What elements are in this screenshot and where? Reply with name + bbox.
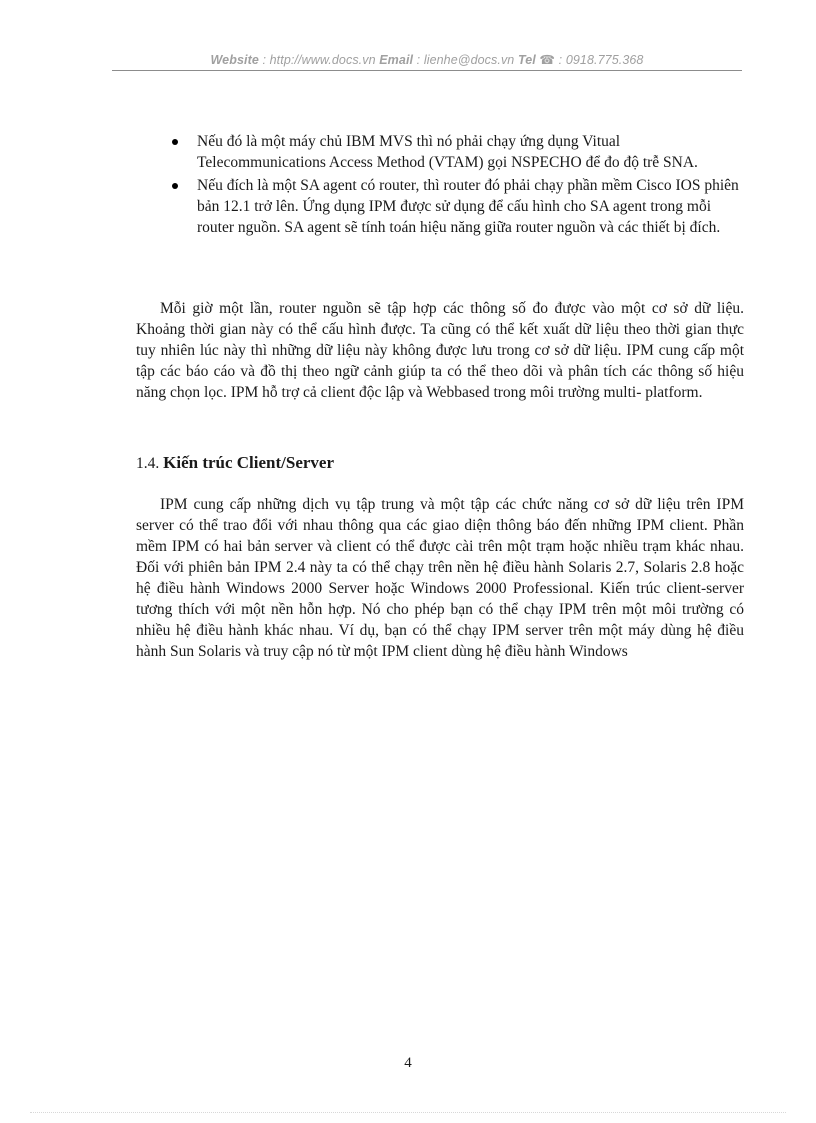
list-item-text: Nếu đó là một máy chủ IBM MVS thì nó phải chạy ứng dụng Vitual Telecommunications Access Method (VTAM) gọi NSPECHO để đo độ trễ SNA. bbox=[197, 133, 698, 171]
bullet-icon bbox=[172, 183, 178, 189]
bullet-list bbox=[165, 131, 745, 240]
header-rule bbox=[112, 70, 742, 71]
footer-divider bbox=[30, 1112, 786, 1113]
paragraph: IPM cung cấp những dịch vụ tập trung và một tập các chức năng cơ sở dữ liệu trên IPM server có thể trao đổi với nhau thông qua các giao diện thông báo đến những IPM client. Phần mềm IPM có hai bản server và client có thể được cài trên một trạm hoặc nhiều trạm khác nhau. Đối với phiên bản IPM 2.4 này ta có thể chạy trên nền hệ điều hành Solaris 2.7, Solaris 2.8 hoặc hệ điều hành Windows 2000 Server hoặc Windows 2000 Professional. Kiến trúc client-server tương thích với một nền hỗn hợp. Nó cho phép bạn có thể chạy IPM trên một môi trường có nhiều hệ điều hành khác nhau. Ví dụ, bạn có thể chạy IPM server trên một máy dùng hệ điều hành Sun Solaris và truy cập nó từ một IPM client dùng hệ điều hành Windows bbox=[136, 496, 744, 660]
section-number: 1.4. bbox=[136, 455, 160, 472]
email-link[interactable]: : lienhe@docs.vn bbox=[416, 53, 515, 67]
page-number: 4 bbox=[404, 1055, 412, 1071]
bullet-icon bbox=[172, 139, 178, 145]
page-header bbox=[112, 52, 742, 67]
tel-value: : 0918.775.368 bbox=[558, 53, 644, 67]
section-title: Kiến trúc Client/Server bbox=[163, 453, 335, 472]
website-link[interactable]: : http://www.docs.vn bbox=[262, 53, 376, 67]
list-item bbox=[165, 131, 745, 173]
paragraph: Mỗi giờ một lần, router nguồn sẽ tập hợp các thông số đo được vào một cơ sở dữ liệu. Khoảng thời gian này có thể cấu hình được. Ta cũng có thể kết xuất dữ liệu theo thời gian thực tuy nhiên lúc này thì những dữ liệu này không được lưu trong cơ sở dữ liệu. IPM cung cấp một tập các báo cáo và đồ thị theo ngữ cảnh giúp ta có thể theo dõi và phân tích các thông số hiệu năng chọn lọc. IPM hỗ trợ cả client độc lập và Webbased trong môi trường multi- platform. bbox=[136, 300, 744, 401]
tel-label: Tel bbox=[517, 53, 536, 67]
phone-icon: ☎ bbox=[539, 53, 556, 67]
section-heading bbox=[136, 453, 334, 473]
list-item bbox=[165, 175, 745, 238]
website-label: Website bbox=[210, 53, 259, 67]
email-label: Email bbox=[379, 53, 414, 67]
list-item-text: Nếu đích là một SA agent có router, thì router đó phải chạy phần mềm Cisco IOS phiên bản 12.1 trở lên. Ứng dụng IPM được sử dụng để cấu hình cho SA agent trong mỗi router nguồn. SA agent sẽ tính toán hiệu năng giữa router nguồn và các thiết bị đích. bbox=[197, 177, 739, 236]
